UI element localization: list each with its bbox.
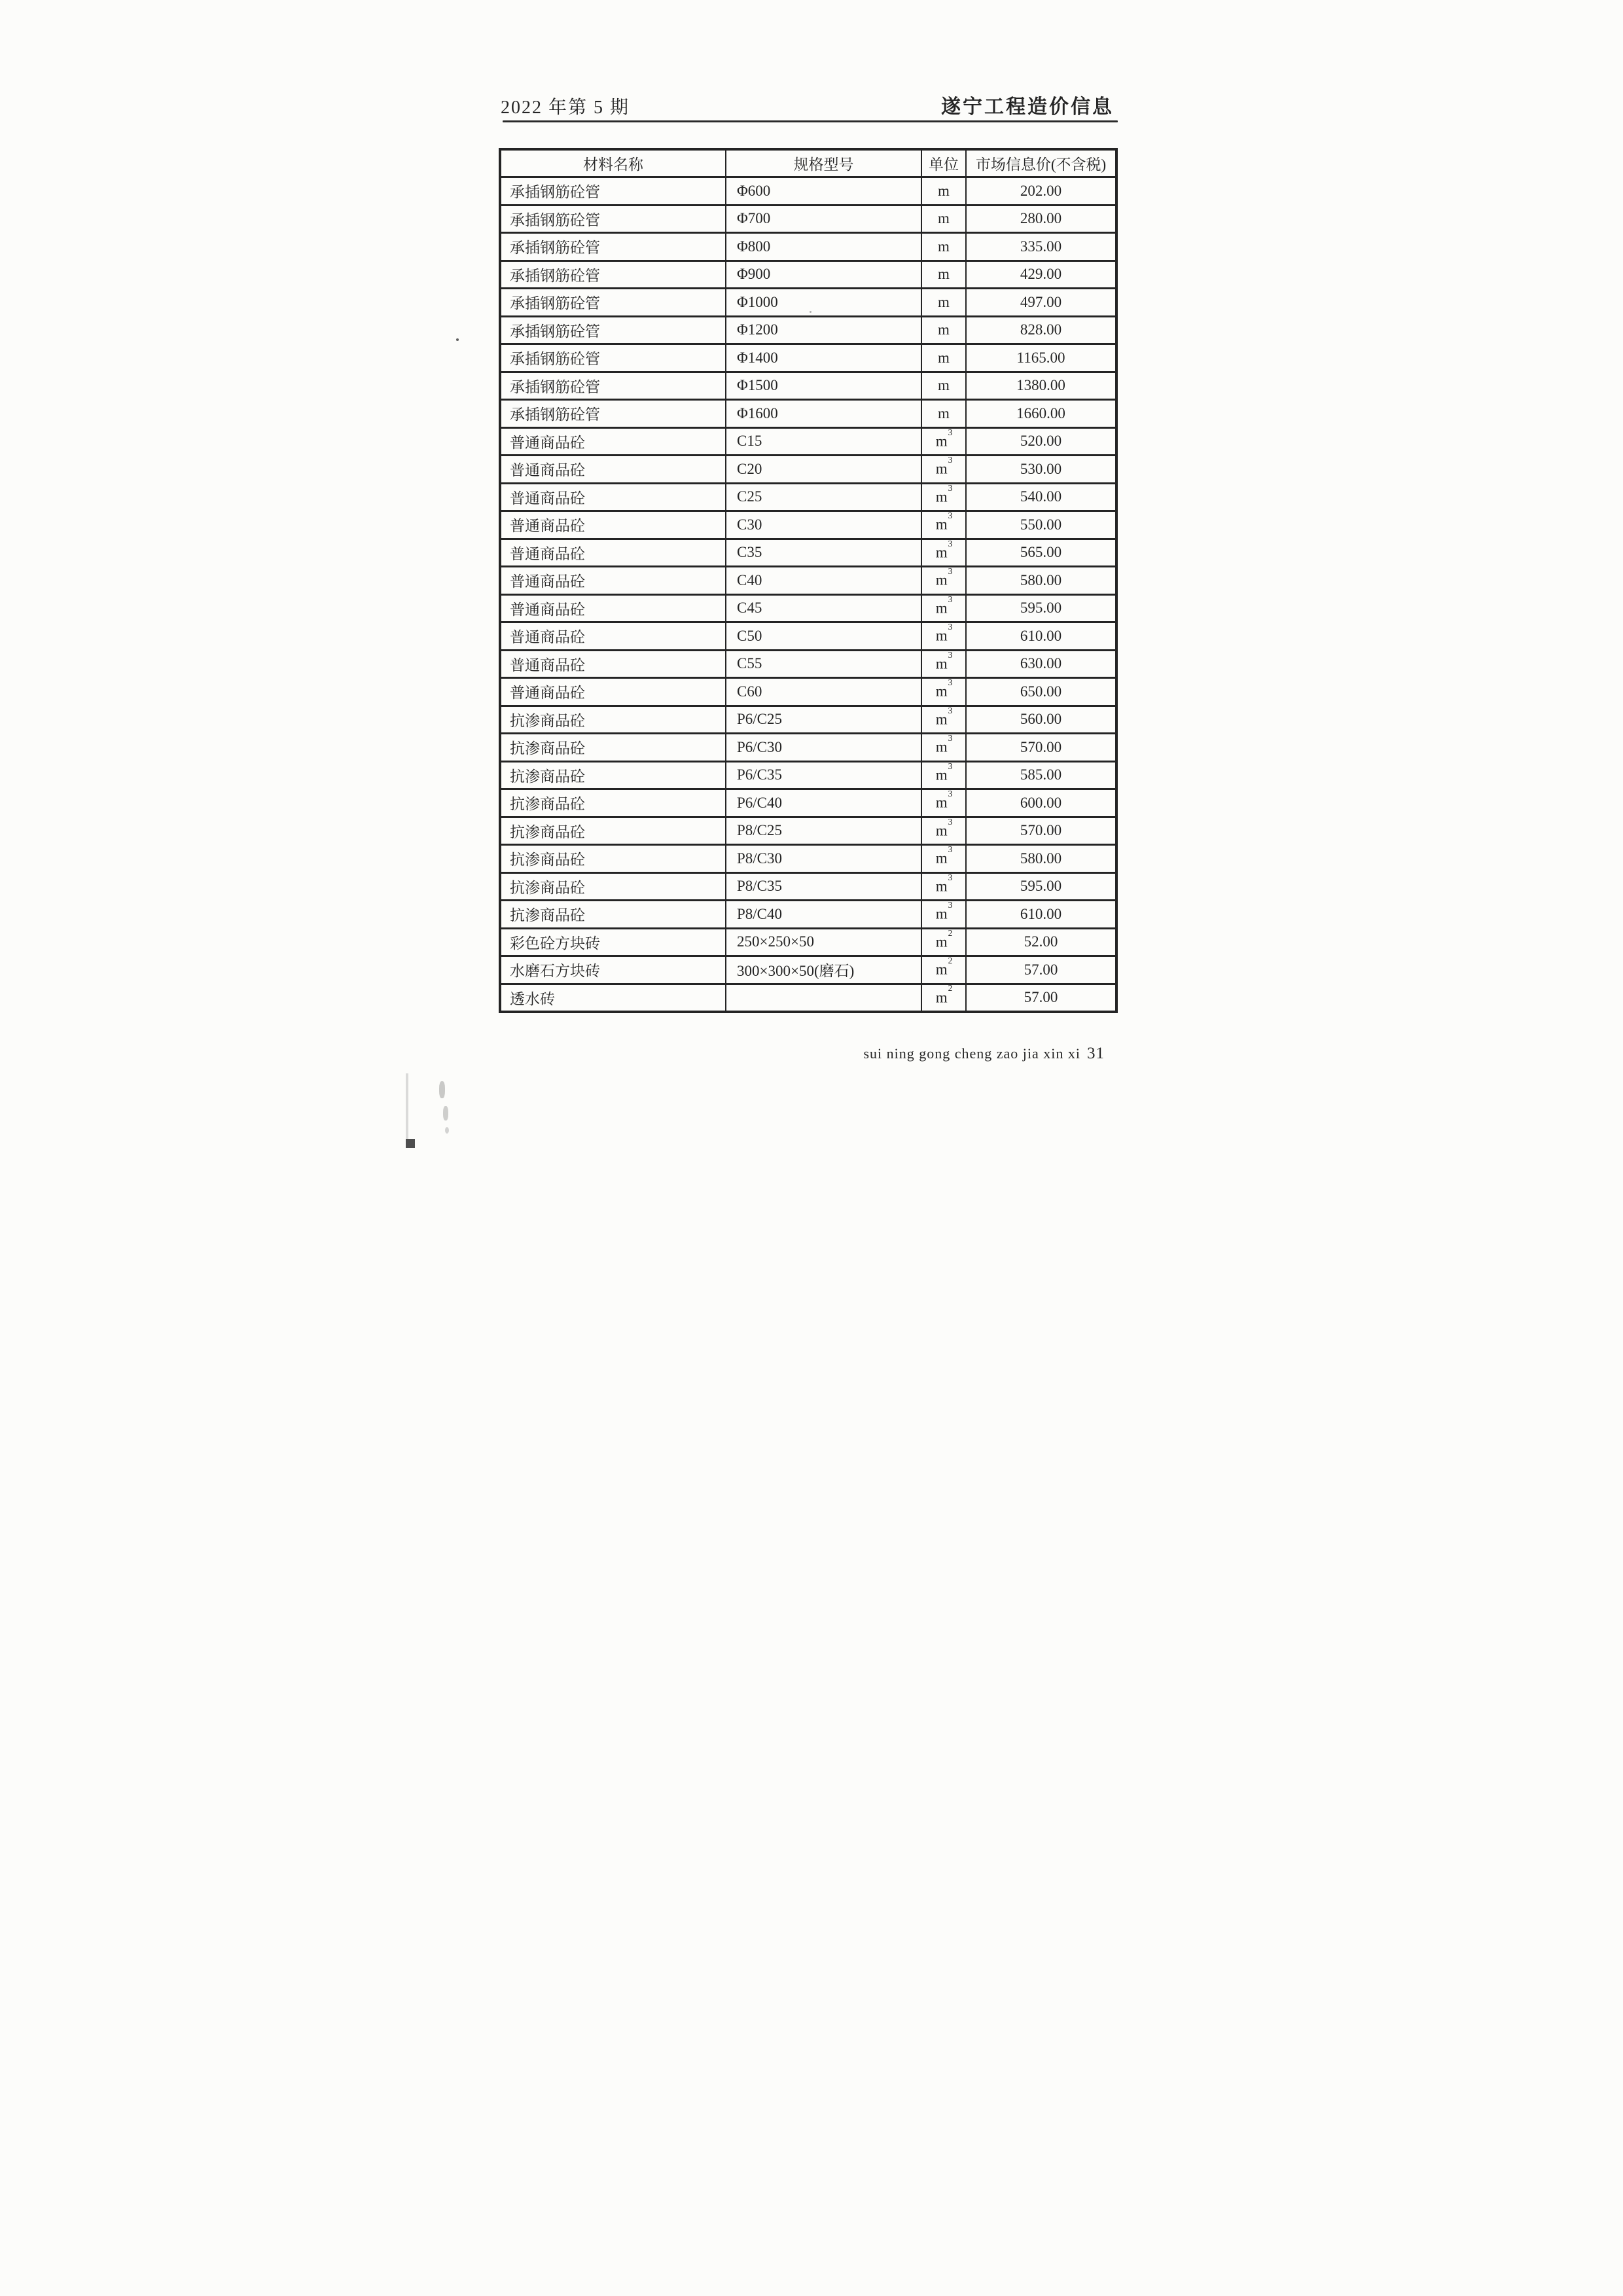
unit-cell: m (921, 233, 966, 261)
material-name-cell: 抗渗商品砼 (500, 872, 726, 901)
price-table-head (500, 149, 1116, 177)
unit-exponent: 3 (948, 539, 953, 548)
col-header-market-price: 市场信息价(不含税) (966, 149, 1116, 177)
unit-exponent: 3 (948, 900, 953, 910)
price-cell: 595.00 (966, 594, 1116, 622)
price-cell: 497.00 (966, 289, 1116, 317)
spec-cell: Φ1400 (726, 344, 921, 372)
unit-cell: $m^2$ (921, 928, 966, 956)
unit-cell: $m^3$ (921, 567, 966, 595)
spec-cell: C40 (726, 567, 921, 595)
table-row (500, 956, 1116, 984)
table-row (500, 706, 1116, 734)
unit-exponent: 3 (948, 872, 953, 882)
unit-exponent: 3 (948, 594, 953, 604)
spec-cell: 300×300×50(磨石) (726, 956, 921, 984)
publication-title: 遂宁工程造价信息 (941, 96, 1114, 118)
spec-cell: Φ900 (726, 260, 921, 289)
material-name-cell: 承插钢筋砼管 (500, 400, 726, 428)
scan-smudge (439, 1081, 445, 1098)
unit-cell: $m^3$ (921, 845, 966, 873)
material-name-cell: 普通商品砼 (500, 539, 726, 567)
spec-cell: Φ1200 (726, 316, 921, 344)
unit-cell: $m^3$ (921, 594, 966, 622)
table-row (500, 456, 1116, 484)
table-row (500, 650, 1116, 678)
price-cell: 57.00 (966, 956, 1116, 984)
material-name-cell: 抗渗商品砼 (500, 706, 726, 734)
table-row (500, 427, 1116, 456)
price-cell: 1660.00 (966, 400, 1116, 428)
unit-cell: $m^3$ (921, 706, 966, 734)
spec-cell: C60 (726, 678, 921, 706)
spec-cell: C35 (726, 539, 921, 567)
table-row (500, 316, 1116, 344)
material-name-cell: 承插钢筋砼管 (500, 372, 726, 400)
spec-cell: P8/C30 (726, 845, 921, 873)
scan-corner-mark (406, 1139, 415, 1148)
price-cell: 828.00 (966, 316, 1116, 344)
spec-cell: Φ1600 (726, 400, 921, 428)
unit-cell: $m^2$ (921, 984, 966, 1012)
price-cell: 530.00 (966, 456, 1116, 484)
spec-cell: Φ1500 (726, 372, 921, 400)
spec-cell (726, 984, 921, 1012)
unit-cell: m (921, 400, 966, 428)
price-cell: 610.00 (966, 622, 1116, 651)
page-header (501, 90, 1114, 119)
unit-cell: m (921, 260, 966, 289)
unit-cell: $m^3$ (921, 539, 966, 567)
unit-cell: $m^3$ (921, 650, 966, 678)
spec-cell: P8/C25 (726, 817, 921, 845)
unit-cell: $m^3$ (921, 734, 966, 762)
unit-cell: $m^3$ (921, 483, 966, 511)
unit-exponent: 3 (948, 817, 953, 827)
unit-cell: $m^2$ (921, 956, 966, 984)
table-row (500, 205, 1116, 233)
document-page (406, 0, 1217, 1148)
spec-cell: Φ800 (726, 233, 921, 261)
spec-cell: C25 (726, 483, 921, 511)
price-cell: 570.00 (966, 817, 1116, 845)
issue-label: 2022 年第 5 期 (501, 98, 630, 118)
material-name-cell: 抗渗商品砼 (500, 761, 726, 789)
unit-exponent: 3 (948, 427, 953, 437)
table-row (500, 872, 1116, 901)
price-cell: 630.00 (966, 650, 1116, 678)
unit-cell: m (921, 344, 966, 372)
price-cell: 280.00 (966, 205, 1116, 233)
unit-exponent: 2 (948, 928, 953, 938)
unit-exponent: 3 (948, 511, 953, 521)
material-name-cell: 承插钢筋砼管 (500, 205, 726, 233)
unit-exponent: 2 (948, 956, 953, 966)
spec-cell: C45 (726, 594, 921, 622)
material-name-cell: 抗渗商品砼 (500, 817, 726, 845)
table-row (500, 539, 1116, 567)
unit-cell: m (921, 316, 966, 344)
unit-exponent: 3 (948, 706, 953, 715)
unit-cell: $m^3$ (921, 761, 966, 789)
material-name-cell: 抗渗商品砼 (500, 845, 726, 873)
price-cell: 595.00 (966, 872, 1116, 901)
table-row (500, 260, 1116, 289)
unit-cell: $m^3$ (921, 427, 966, 456)
scan-smudge (443, 1106, 448, 1121)
scan-smudge (445, 1127, 449, 1134)
header-divider (503, 120, 1118, 122)
table-row (500, 761, 1116, 789)
footer-pinyin: sui ning gong cheng zao jia xin xi (863, 1045, 1080, 1062)
price-cell: 560.00 (966, 706, 1116, 734)
col-header-material-name: 材料名称 (500, 149, 726, 177)
spec-cell: C20 (726, 456, 921, 484)
material-name-cell: 承插钢筋砼管 (500, 316, 726, 344)
price-cell: 585.00 (966, 761, 1116, 789)
material-name-cell: 抗渗商品砼 (500, 789, 726, 817)
unit-cell: $m^3$ (921, 622, 966, 651)
spec-cell: Φ600 (726, 177, 921, 206)
price-cell: 429.00 (966, 260, 1116, 289)
material-name-cell: 普通商品砼 (500, 594, 726, 622)
col-header-unit: 单位 (921, 149, 966, 177)
spec-cell: P6/C40 (726, 789, 921, 817)
unit-exponent: 3 (948, 677, 953, 688)
spec-cell: C55 (726, 650, 921, 678)
price-cell: 650.00 (966, 678, 1116, 706)
table-row (500, 734, 1116, 762)
spec-cell: P6/C35 (726, 761, 921, 789)
table-row (500, 567, 1116, 595)
scan-edge-shadow (406, 1073, 408, 1139)
price-cell: 520.00 (966, 427, 1116, 456)
unit-cell: $m^3$ (921, 511, 966, 539)
price-cell: 565.00 (966, 539, 1116, 567)
material-name-cell: 抗渗商品砼 (500, 734, 726, 762)
table-row (500, 984, 1116, 1012)
price-cell: 57.00 (966, 984, 1116, 1012)
unit-cell: m (921, 372, 966, 400)
price-cell: 580.00 (966, 845, 1116, 873)
unit-cell: $m^3$ (921, 456, 966, 484)
table-row (500, 678, 1116, 706)
spec-cell: 250×250×50 (726, 928, 921, 956)
table-row (500, 622, 1116, 651)
unit-exponent: 2 (948, 984, 953, 994)
unit-exponent: 3 (948, 733, 953, 744)
material-name-cell: 普通商品砼 (500, 650, 726, 678)
unit-cell: m (921, 205, 966, 233)
table-row (500, 845, 1116, 873)
price-cell: 610.00 (966, 901, 1116, 929)
scan-speck (810, 311, 812, 313)
price-cell: 600.00 (966, 789, 1116, 817)
spec-cell: Φ700 (726, 205, 921, 233)
material-name-cell: 透水砖 (500, 984, 726, 1012)
price-table-body (500, 177, 1116, 1012)
price-cell: 335.00 (966, 233, 1116, 261)
page-number: 31 (1087, 1045, 1105, 1062)
header-row (500, 149, 1116, 177)
price-cell: 580.00 (966, 567, 1116, 595)
material-name-cell: 普通商品砼 (500, 678, 726, 706)
price-cell: 550.00 (966, 511, 1116, 539)
page-footer (863, 1045, 1105, 1063)
table-row (500, 928, 1116, 956)
col-header-spec-model: 规格型号 (726, 149, 921, 177)
unit-cell: $m^3$ (921, 872, 966, 901)
unit-exponent: 3 (948, 622, 953, 632)
material-name-cell: 承插钢筋砼管 (500, 177, 726, 206)
unit-exponent: 3 (948, 789, 953, 799)
material-name-cell: 承插钢筋砼管 (500, 233, 726, 261)
price-cell: 570.00 (966, 734, 1116, 762)
material-name-cell: 普通商品砼 (500, 427, 726, 456)
unit-cell: $m^3$ (921, 901, 966, 929)
unit-exponent: 3 (948, 483, 953, 493)
material-name-cell: 普通商品砼 (500, 456, 726, 484)
material-name-cell: 承插钢筋砼管 (500, 260, 726, 289)
material-name-cell: 水磨石方块砖 (500, 956, 726, 984)
spec-cell: C50 (726, 622, 921, 651)
table-row (500, 177, 1116, 206)
unit-exponent: 3 (948, 455, 953, 465)
spec-cell: C30 (726, 511, 921, 539)
table-row (500, 789, 1116, 817)
material-name-cell: 承插钢筋砼管 (500, 344, 726, 372)
unit-cell: $m^3$ (921, 789, 966, 817)
table-row (500, 594, 1116, 622)
material-name-cell: 彩色砼方块砖 (500, 928, 726, 956)
spec-cell: P6/C25 (726, 706, 921, 734)
unit-cell: $m^3$ (921, 678, 966, 706)
price-cell: 202.00 (966, 177, 1116, 206)
table-row (500, 483, 1116, 511)
table-row (500, 901, 1116, 929)
unit-cell: m (921, 289, 966, 317)
unit-exponent: 3 (948, 761, 953, 771)
spec-cell: C15 (726, 427, 921, 456)
material-name-cell: 抗渗商品砼 (500, 901, 726, 929)
unit-cell: $m^3$ (921, 817, 966, 845)
table-row (500, 344, 1116, 372)
material-name-cell: 普通商品砼 (500, 567, 726, 595)
table-row (500, 817, 1116, 845)
price-cell: 540.00 (966, 483, 1116, 511)
unit-cell: m (921, 177, 966, 206)
price-cell: 1380.00 (966, 372, 1116, 400)
spec-cell: P8/C35 (726, 872, 921, 901)
material-name-cell: 普通商品砼 (500, 483, 726, 511)
spec-cell: Φ1000 (726, 289, 921, 317)
table-row (500, 372, 1116, 400)
spec-cell: P6/C30 (726, 734, 921, 762)
material-name-cell: 普通商品砼 (500, 511, 726, 539)
price-cell: 1165.00 (966, 344, 1116, 372)
price-cell: 52.00 (966, 928, 1116, 956)
scan-speck (456, 338, 459, 341)
table-row (500, 289, 1116, 317)
spec-cell: P8/C40 (726, 901, 921, 929)
price-table (499, 148, 1118, 1013)
unit-exponent: 3 (948, 650, 953, 660)
table-row (500, 400, 1116, 428)
material-name-cell: 普通商品砼 (500, 622, 726, 651)
table-row (500, 233, 1116, 261)
table-row (500, 511, 1116, 539)
unit-exponent: 3 (948, 844, 953, 855)
material-name-cell: 承插钢筋砼管 (500, 289, 726, 317)
unit-exponent: 3 (948, 566, 953, 577)
